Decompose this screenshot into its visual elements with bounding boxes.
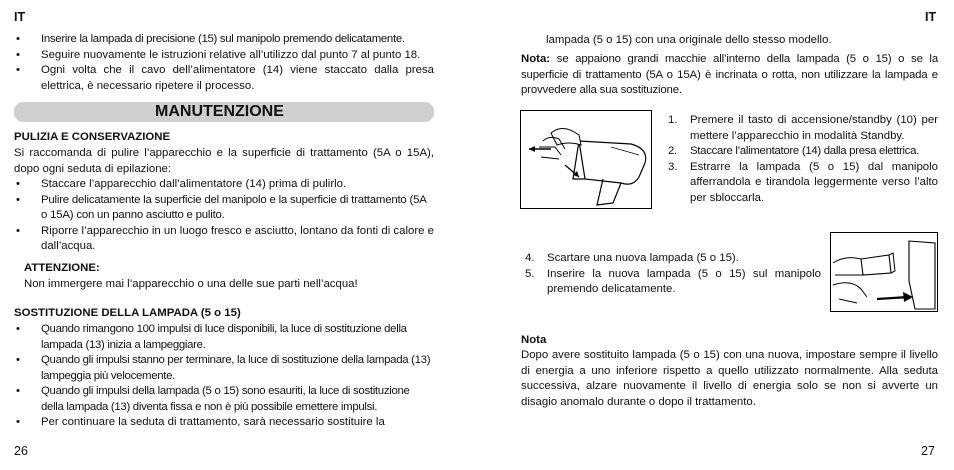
list-item: • Inserire la lampada di precisione (15) sul manipolo premendo delicatamente. <box>14 32 434 48</box>
replacement-heading: SOSTITUZIONE DELLA LAMPADA (5 o 15) <box>14 307 241 319</box>
top-bullet-list <box>14 32 434 94</box>
right-header: IT <box>925 10 937 24</box>
nota-text: se appaiono grandi macchie all’interno della lampada (5 o 15) o se la superficie di trattamento (5A o 15A) è incrinata o rotta, non utilizzare la lampada e provvedere alla sua sostituzione. <box>521 53 938 96</box>
steps-list-a <box>664 113 938 206</box>
list-item: • Staccare l’apparecchio dall’alimentatore (14) prima di pulirlo. <box>14 177 434 193</box>
steps-list-b <box>521 251 821 298</box>
list-item: • Per continuare la seduta di trattamento, sarà necessario sostituire la <box>14 415 434 431</box>
list-item: • Riporre l’apparecchio in un luogo fresco e asciutto, lontano da fonti di calore e dall’acqua. <box>14 224 434 255</box>
nota-heading: Nota <box>521 334 547 346</box>
list-item: 3. Estrarre la lampada (5 o 15) dal manipolo afferrandola e tirandola leggermente verso l’alto per sbloccarla. <box>668 160 938 204</box>
warning-heading: ATTENZIONE: <box>24 262 100 274</box>
section-title: MANUTENZIONE <box>155 103 284 120</box>
list-item: • Quando gli impulsi stanno per terminare, la luce di sostituzione della lampada (13) lampeggia più velocemente. <box>14 353 434 384</box>
list-item: • Quando rimangono 100 impulsi di luce disponibili, la luce di sostituzione della lampada (13) inizia a lampeggiare. <box>14 322 434 353</box>
list-item: • Seguire nuovamente le istruzioni relative all’utilizzo dal punto 7 al punto 18. <box>14 48 434 64</box>
hand-pulling-lamp-icon <box>521 111 651 208</box>
page-number-right: 27 <box>921 444 935 458</box>
hand-inserting-lamp-icon <box>831 233 937 311</box>
list-item: 2. Staccare l’alimentatore (14) dalla presa elettrica. <box>668 145 920 157</box>
section-title-band <box>14 102 434 122</box>
list-item: 4. Scartare una nuova lampada (5 o 15). <box>525 252 739 264</box>
list-item: • Pulire delicatamente la superficie del manipolo e la superficie di trattamento (5A o 15A) con un panno asciutto e pulito. <box>14 193 434 224</box>
lamp-insertion-illustration <box>830 232 938 312</box>
nota-label: Nota: <box>521 53 551 65</box>
list-item: • Quando gli impulsi della lampada (5 o 15) sono esauriti, la luce di sostituzione della lampada (13) diventa fissa e non è più possibile emettere impulsi. <box>14 384 434 415</box>
nota-paragraph <box>521 52 938 99</box>
list-item: 5. Inserire la nuova lampada (5 o 15) sul manipolo premendo delicatamente. <box>525 267 821 295</box>
cleaning-bullet-list <box>14 177 434 255</box>
cleaning-heading: PULIZIA E CONSERVAZIONE <box>14 131 171 143</box>
replacement-bullet-list <box>14 322 434 431</box>
lamp-removal-illustration <box>520 110 652 209</box>
cleaning-intro: Si raccomanda di pulire l’apparecchio e la superficie di trattamento (5A o 15A), dopo ogni seduta di epilazione: <box>14 147 434 175</box>
list-item: • Ogni volta che il cavo dell’alimentatore (14) viene staccato dalla presa elettrica, è necessario ripetere il processo. <box>14 63 434 94</box>
warning-text: Non immergere mai l’apparecchio o una delle sue parti nell’acqua! <box>24 278 358 290</box>
nota-body: Dopo avere sostituito lampada (5 o 15) con una nuova, impostare sempre il livello di energia a uno inferiore rispetto a quello utilizzato normalmente. Alla seduta successiva, alzare nuovamente il livello di energia solo se non si avverte un disagio anomalo durante o dopo il trattamento. <box>521 349 938 408</box>
page-number-left: 26 <box>14 444 28 458</box>
left-header: IT <box>14 10 26 24</box>
list-item: 1. Premere il tasto di accensione/standby (10) per mettere l’apparecchio in modalità Standby. <box>668 114 938 142</box>
continuation-text: lampada (5 o 15) con una originale dello stesso modello. <box>546 34 832 46</box>
